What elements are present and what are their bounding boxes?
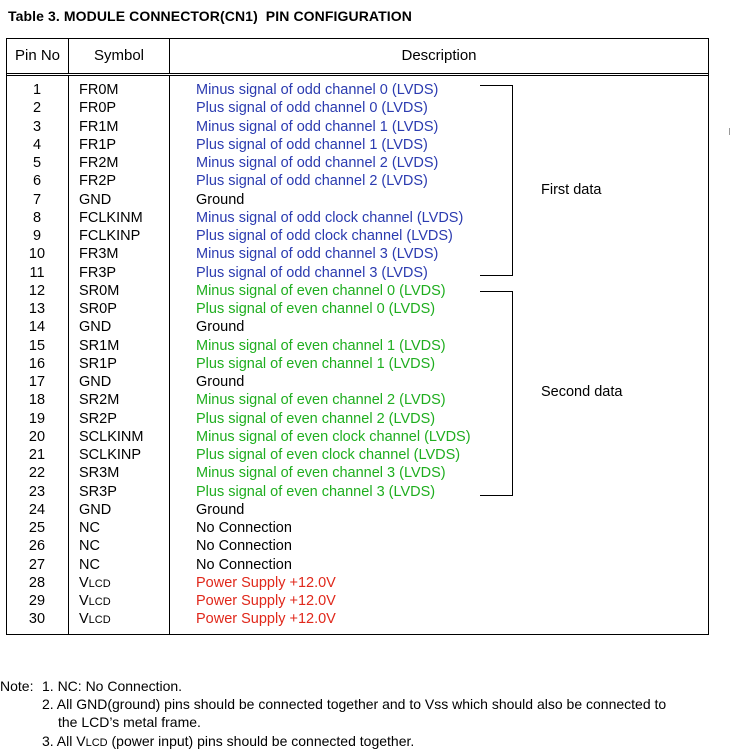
pin-symbol: SR0M bbox=[79, 282, 120, 299]
pin-description: Plus signal of odd clock channel (LVDS) bbox=[196, 228, 453, 244]
pin-description: Power Supply +12.0V bbox=[196, 611, 336, 628]
table-row bbox=[7, 136, 477, 154]
symbol-subscript: LCD bbox=[88, 614, 111, 627]
pin-symbol: SCLKINP bbox=[79, 447, 142, 463]
pin-symbol: FR0P bbox=[79, 100, 117, 117]
table-row bbox=[7, 556, 477, 574]
table-row bbox=[7, 373, 477, 391]
pin-number: 7 bbox=[32, 191, 42, 208]
header-symbol: Symbol bbox=[69, 39, 170, 73]
pin-symbol: FR2M bbox=[79, 155, 119, 171]
pin-number: 22 bbox=[28, 465, 46, 482]
pin-description: Plus signal of even clock channel (LVDS) bbox=[196, 447, 461, 463]
pin-description: No Connection bbox=[196, 556, 292, 573]
pin-number: 26 bbox=[28, 538, 46, 555]
pin-symbol: FR0M bbox=[79, 82, 119, 98]
pin-number: 30 bbox=[28, 611, 46, 628]
pin-number: 4 bbox=[32, 136, 42, 153]
pin-description: Plus signal of even channel 2 (LVDS) bbox=[196, 410, 436, 427]
pin-description: Ground bbox=[196, 319, 245, 336]
pin-symbol: FR1P bbox=[79, 136, 117, 153]
pin-description: Plus signal of odd channel 3 (LVDS) bbox=[196, 264, 428, 281]
pin-number: 18 bbox=[28, 392, 46, 409]
table-row bbox=[7, 446, 477, 464]
pin-number: 17 bbox=[28, 374, 46, 390]
table-row bbox=[7, 300, 477, 318]
pin-description: Plus signal of odd channel 2 (LVDS) bbox=[196, 173, 428, 190]
note-3-subscript: LCD bbox=[85, 737, 108, 749]
pin-description: Minus signal of even channel 2 (LVDS) bbox=[196, 392, 446, 409]
table-row bbox=[7, 410, 477, 428]
table-row bbox=[7, 227, 477, 245]
pin-description: Minus signal of odd channel 3 (LVDS) bbox=[196, 246, 439, 263]
pin-symbol: NC bbox=[79, 538, 100, 555]
pin-number: 15 bbox=[28, 337, 46, 354]
pin-symbol: SCLKINM bbox=[79, 428, 144, 445]
pin-number: 14 bbox=[28, 319, 46, 336]
pin-number: 8 bbox=[32, 209, 42, 226]
note-2-continued: the LCD’s metal frame. bbox=[58, 714, 201, 730]
pin-description: Plus signal of even channel 1 (LVDS) bbox=[196, 355, 436, 372]
pin-number: 9 bbox=[32, 228, 42, 244]
note-3-end: (power input) pins should be connected together. bbox=[107, 733, 415, 749]
pin-description: Plus signal of even channel 3 (LVDS) bbox=[196, 483, 436, 500]
pin-number: 27 bbox=[28, 556, 46, 573]
pin-description: Minus signal of odd clock channel (LVDS) bbox=[196, 209, 464, 226]
note-3 bbox=[42, 732, 414, 752]
pin-symbol: GND bbox=[79, 501, 112, 518]
pin-description: Minus signal of odd channel 0 (LVDS) bbox=[196, 82, 439, 98]
table-row bbox=[7, 209, 477, 227]
pin-number: 6 bbox=[32, 173, 42, 190]
pin-symbol: FR3M bbox=[79, 246, 119, 263]
table-row bbox=[7, 81, 477, 99]
pin-symbol: FR2P bbox=[79, 173, 117, 190]
pin-symbol: FCLKINP bbox=[79, 228, 141, 244]
pin-number: 16 bbox=[28, 355, 46, 372]
note-3-start: 3. All V bbox=[42, 733, 86, 749]
table-row bbox=[7, 245, 477, 263]
pin-number: 29 bbox=[28, 593, 46, 609]
header-divider-double bbox=[7, 75, 708, 76]
table-row bbox=[7, 172, 477, 190]
pin-symbol: SR0P bbox=[79, 301, 117, 317]
pin-symbol: SR2P bbox=[79, 410, 117, 427]
table-row bbox=[7, 519, 477, 537]
pin-description: No Connection bbox=[196, 520, 292, 536]
table-row bbox=[7, 483, 477, 501]
pin-number: 1 bbox=[32, 82, 42, 98]
table-row bbox=[7, 574, 477, 592]
pin-symbol bbox=[79, 592, 111, 611]
table-row bbox=[7, 118, 477, 136]
pin-symbol: GND bbox=[79, 191, 112, 208]
pin-symbol: SR1P bbox=[79, 355, 117, 372]
header-description: Description bbox=[401, 47, 477, 64]
header-pin-no: Pin No bbox=[7, 39, 69, 73]
pin-number: 12 bbox=[28, 282, 46, 299]
pin-description: Minus signal of even channel 0 (LVDS) bbox=[196, 282, 446, 299]
pin-description: Power Supply +12.0V bbox=[196, 574, 336, 591]
pin-description: Power Supply +12.0V bbox=[196, 593, 336, 609]
table-title: Table 3. MODULE CONNECTOR(CN1) PIN CONFIGURATION bbox=[8, 8, 412, 24]
pin-description: Plus signal of odd channel 0 (LVDS) bbox=[196, 100, 428, 117]
pin-number: 20 bbox=[28, 428, 46, 445]
header-divider bbox=[7, 73, 708, 74]
pin-description: Plus signal of odd channel 1 (LVDS) bbox=[196, 136, 428, 153]
pin-number: 10 bbox=[28, 246, 46, 263]
table-row bbox=[7, 464, 477, 482]
pin-description: Plus signal of even channel 0 (LVDS) bbox=[196, 301, 436, 317]
table-row bbox=[7, 428, 477, 446]
table-row bbox=[7, 264, 477, 282]
pin-description: No Connection bbox=[196, 538, 292, 555]
pin-table bbox=[6, 38, 709, 635]
pin-symbol: GND bbox=[79, 374, 112, 390]
table-row bbox=[7, 610, 477, 628]
notes-prefix: Note: bbox=[0, 678, 34, 694]
pin-number: 28 bbox=[28, 574, 46, 591]
symbol-v: V bbox=[79, 593, 89, 609]
pin-number: 19 bbox=[28, 410, 46, 427]
pin-symbol: FCLKINM bbox=[79, 209, 143, 226]
pin-number: 23 bbox=[28, 483, 46, 500]
pin-description: Ground bbox=[196, 501, 245, 518]
table-row bbox=[7, 592, 477, 610]
table-row bbox=[7, 99, 477, 117]
pin-number: 24 bbox=[28, 501, 46, 518]
pin-symbol: SR2M bbox=[79, 392, 120, 409]
pin-symbol bbox=[79, 574, 111, 593]
pin-symbol: GND bbox=[79, 319, 112, 336]
symbol-subscript: LCD bbox=[88, 577, 111, 590]
pin-symbol: FR1M bbox=[79, 118, 119, 135]
table-row bbox=[7, 391, 477, 409]
table-row bbox=[7, 282, 477, 300]
symbol-v: V bbox=[79, 574, 89, 591]
second-data-label: Second data bbox=[541, 384, 623, 400]
table-row bbox=[7, 355, 477, 373]
first-data-bracket bbox=[480, 85, 513, 276]
pin-description: Ground bbox=[196, 191, 245, 208]
pin-number: 3 bbox=[32, 118, 42, 135]
pin-symbol: NC bbox=[79, 556, 100, 573]
symbol-subscript: LCD bbox=[88, 596, 111, 608]
pin-description: Minus signal of even clock channel (LVDS) bbox=[196, 428, 471, 445]
second-data-bracket bbox=[480, 291, 513, 496]
pin-description: Minus signal of even channel 1 (LVDS) bbox=[196, 337, 446, 354]
table-row bbox=[7, 337, 477, 355]
pin-description: Minus signal of odd channel 2 (LVDS) bbox=[196, 155, 439, 171]
first-data-label: First data bbox=[541, 182, 602, 198]
note-1: 1. NC: No Connection. bbox=[42, 678, 183, 694]
edge-mark bbox=[729, 128, 730, 135]
pin-description: Ground bbox=[196, 374, 245, 390]
table-row bbox=[7, 501, 477, 519]
pin-description: Minus signal of odd channel 1 (LVDS) bbox=[196, 118, 439, 135]
pin-number: 11 bbox=[29, 264, 45, 281]
pin-symbol bbox=[79, 610, 111, 629]
pin-symbol: FR3P bbox=[79, 264, 117, 281]
pin-symbol: SR3M bbox=[79, 465, 120, 482]
pin-number: 21 bbox=[28, 447, 46, 463]
note-2: 2. All GND(ground) pins should be connected together and to Vss which should also be connected to bbox=[42, 696, 667, 712]
pin-symbol: SR3P bbox=[79, 483, 117, 500]
pin-symbol: NC bbox=[79, 520, 100, 536]
table-row bbox=[7, 318, 477, 336]
pin-number: 5 bbox=[32, 155, 42, 171]
pin-number: 2 bbox=[32, 100, 42, 117]
pin-symbol: SR1M bbox=[79, 337, 120, 354]
pin-number: 25 bbox=[28, 520, 46, 536]
table-row bbox=[7, 537, 477, 555]
table-row bbox=[7, 154, 477, 172]
pin-number: 13 bbox=[28, 301, 46, 317]
table-row bbox=[7, 191, 477, 209]
pin-description: Minus signal of even channel 3 (LVDS) bbox=[196, 465, 446, 482]
symbol-v: V bbox=[79, 611, 89, 628]
